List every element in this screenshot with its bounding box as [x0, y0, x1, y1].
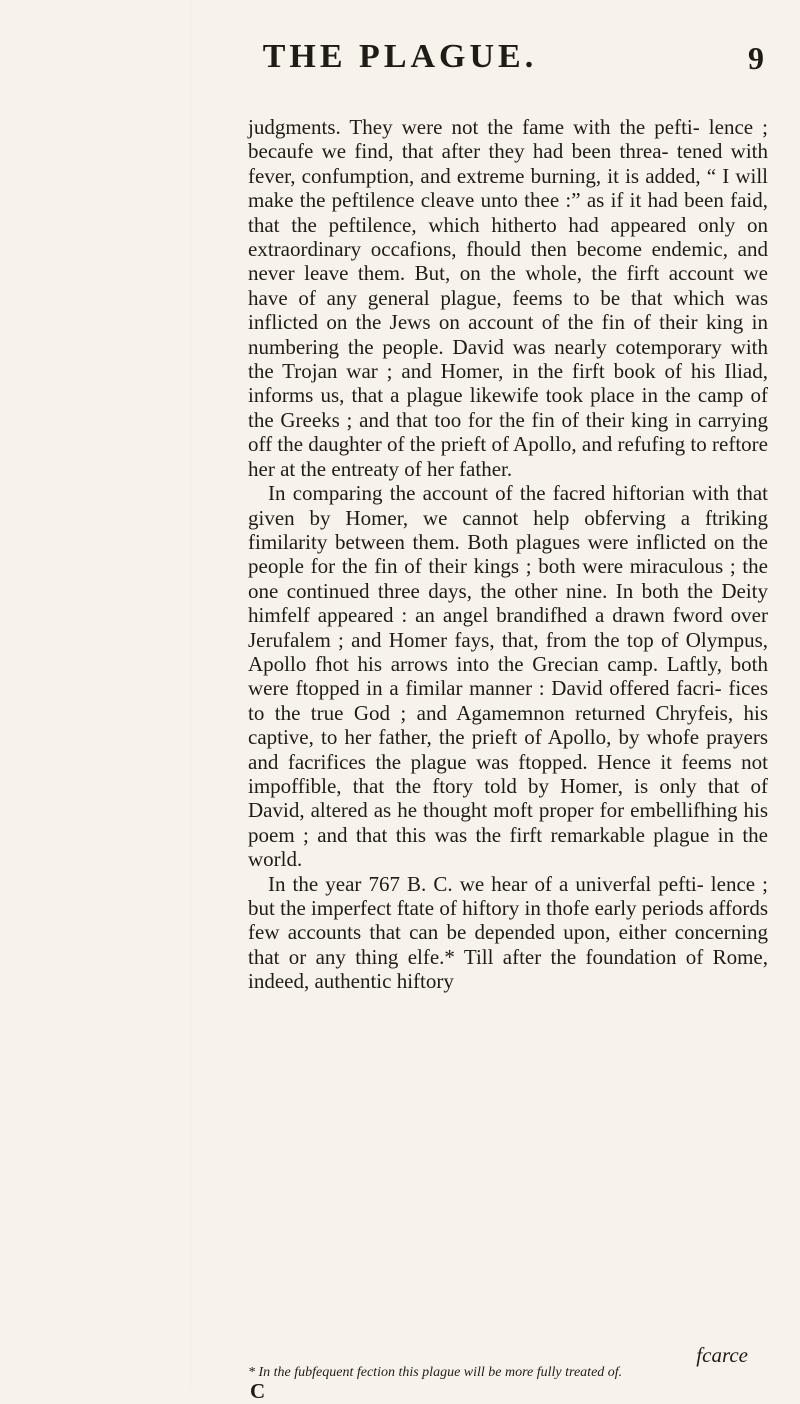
paragraph-3: In the year 767 B. C. we hear of a univerfal pefti- lence ; but the imperfect ftate of hiftory in thofe early periods affords few accounts that can be depended upon, either concerning that or any thing elfe.* Till after the foundation of Rome, indeed, authentic hiftory — [248, 871, 768, 994]
paragraph-2: In comparing the account of the facred hiftorian with that given by Homer, we cannot help obferving a ftriking fimilarity between them. Both plagues were inflicted on the people for the fin of their kings ; both were miraculous ; the one continued three days, the other nine. In both the Deity himfelf appeared : an angel brandifhed a drawn fword over Jerufalem ; and Homer fays, that, from the top of Olympus, Apollo fhot his arrows into the Grecian camp. Laftly, both were ftopped in a fimilar manner : David offered facri- fices to the true God ; and Agamemnon returned Chryfeis, his captive, to her father, the prieft of Apollo, by whofe prayers and facrifices the plague was ftopped. Hence it feems not impoffible, that the ftory told by Homer, is only that of David, altered as he thought moft proper for embellifhing his poem ; and that this was the firft remarkable plague in the world. — [248, 481, 768, 872]
catchword: fcarce — [696, 1343, 748, 1367]
page-header — [0, 28, 800, 88]
body-text — [248, 115, 768, 994]
page-shadow — [190, 0, 191, 1389]
page-number: 9 — [748, 40, 764, 76]
running-head: THE PLAGUE. — [262, 38, 538, 75]
footnote: * In the fubfequent fection this plague will be more fully treated of. — [248, 1365, 623, 1380]
signature-mark: C — [250, 1379, 266, 1403]
paragraph-1: judgments. They were not the fame with the pefti- lence ; becaufe we find, that after they had been threa- tened with fever, confumption, and extreme burning, it is added, “ I will make the peftilence cleave unto thee :” as if it had been faid, that the peftilence, which hitherto had appeared only on extraordinary occafions, fhould then become endemic, and never leave them. But, on the whole, the firft account we have of any general plague, feems to be that which was inflicted on the Jews on account of the fin of their king in numbering the people. David was nearly cotemporary with the Trojan war ; and Homer, in the firft book of his Iliad, informs us, that a plague likewife took place in the camp of the Greeks ; and that too for the fin of their king in carrying off the daughter of the prieft of Apollo, and refufing to reftore her at the entreaty of her father. — [248, 115, 768, 481]
